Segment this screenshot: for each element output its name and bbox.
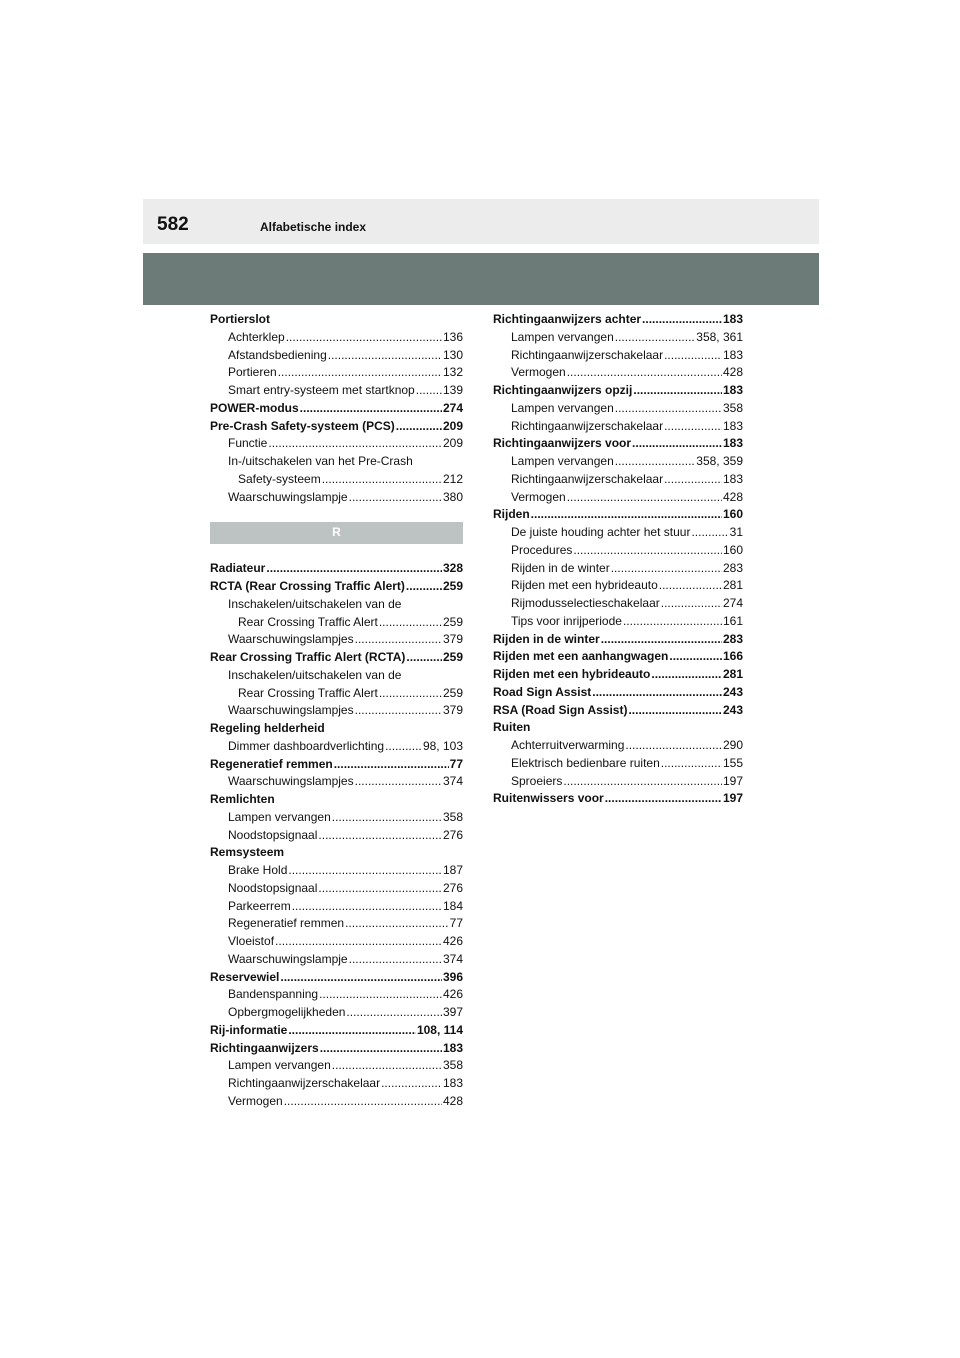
- entry-page: 276: [442, 880, 463, 895]
- index-entry: [493, 595, 743, 613]
- index-entry: [493, 418, 743, 436]
- index-entry: [210, 596, 463, 614]
- entry-label: Pre-Crash Safety-systeem (PCS): [210, 418, 396, 436]
- dot-leader: [300, 400, 442, 418]
- entry-label: Richtingaanwijzerschakelaar: [228, 1075, 381, 1093]
- dot-leader: [406, 649, 442, 667]
- dot-leader: [266, 560, 442, 578]
- entry-label: Remsysteem: [210, 844, 285, 862]
- dot-leader: [633, 382, 722, 400]
- index-entry: [493, 329, 743, 347]
- entry-label: Rijmodusselectieschakelaar: [511, 595, 661, 613]
- entry-page: 243: [722, 702, 743, 717]
- dot-leader: [319, 986, 442, 1004]
- index-entry: [493, 613, 743, 631]
- index-entry: [210, 329, 463, 347]
- dot-leader: [669, 648, 722, 666]
- entry-label: POWER-modus: [210, 400, 300, 418]
- dot-leader: [396, 418, 442, 436]
- dot-leader: [275, 933, 442, 951]
- index-entry: [493, 737, 743, 755]
- entry-page: 379: [442, 632, 463, 647]
- dot-leader: [286, 329, 442, 347]
- dot-leader: [288, 1022, 416, 1040]
- entry-label: Richtingaanwijzers achter: [493, 311, 642, 329]
- dot-leader: [278, 364, 442, 382]
- entry-page: 108, 114: [416, 1022, 463, 1037]
- dot-leader: [592, 684, 722, 702]
- index-entry: [210, 862, 463, 880]
- entry-label: Lampen vervangen: [228, 809, 332, 827]
- index-entry: [210, 649, 463, 667]
- dot-leader: [611, 560, 722, 578]
- entry-page: 374: [442, 951, 463, 966]
- dot-leader: [573, 542, 722, 560]
- entry-label: Inschakelen/uitschakelen van de: [228, 667, 402, 685]
- entry-label: Rijden in de winter: [511, 560, 611, 578]
- entry-page: 283: [722, 631, 743, 646]
- index-entry: [210, 1075, 463, 1093]
- index-entry: [210, 382, 463, 400]
- dot-leader: [318, 827, 442, 845]
- index-entry: [493, 347, 743, 365]
- entry-page: 397: [442, 1005, 463, 1019]
- index-column-left: [210, 311, 463, 1111]
- entry-label: Rijden in de winter: [493, 631, 601, 649]
- decorative-band: [143, 253, 819, 305]
- entry-label: Regeling helderheid: [210, 720, 326, 738]
- entry-label: Elektrisch bedienbare ruiten: [511, 755, 661, 773]
- entry-label: Waarschuwingslampje: [228, 951, 349, 969]
- index-entry: [210, 791, 463, 809]
- dot-leader: [531, 506, 722, 524]
- index-entry: [210, 844, 463, 862]
- entry-label: Inschakelen/uitschakelen van de: [228, 596, 402, 614]
- dot-leader: [601, 631, 722, 649]
- dot-leader: [632, 435, 722, 453]
- entry-label: Ruitenwissers voor: [493, 790, 605, 808]
- entry-page: 197: [722, 773, 743, 788]
- entry-page: 281: [722, 578, 743, 593]
- entry-label: Rij-informatie: [210, 1022, 288, 1040]
- entry-page: 259: [442, 685, 463, 700]
- dot-leader: [320, 1040, 442, 1058]
- entry-label: Lampen vervangen: [511, 453, 615, 471]
- dot-leader: [385, 738, 422, 756]
- dot-leader: [642, 311, 722, 329]
- dot-leader: [615, 329, 696, 347]
- index-entry: [493, 364, 743, 382]
- dot-leader: [664, 347, 722, 365]
- entry-label: Afstandsbediening: [228, 347, 328, 365]
- header-band: [143, 199, 819, 244]
- entry-page: 183: [722, 383, 743, 397]
- dot-leader: [318, 880, 442, 898]
- entry-page: 136: [442, 329, 463, 344]
- dot-leader: [605, 790, 722, 808]
- entry-page: 426: [442, 934, 463, 948]
- index-entry: [210, 986, 463, 1004]
- entry-label: Waarschuwingslampje: [228, 489, 349, 507]
- entry-label: Rear Crossing Traffic Alert (RCTA): [210, 649, 406, 667]
- index-entry: [493, 524, 743, 542]
- entry-label: Rijden: [493, 506, 531, 524]
- dot-leader: [416, 382, 442, 400]
- entry-page: 380: [442, 489, 463, 504]
- entry-label: Waarschuwingslampjes: [228, 773, 355, 791]
- index-entry: [493, 666, 743, 684]
- entry-page: 259: [442, 650, 463, 664]
- index-entry: [210, 898, 463, 916]
- index-group: [210, 311, 463, 506]
- entry-label: Richtingaanwijzerschakelaar: [511, 418, 664, 436]
- index-entry: [493, 702, 743, 720]
- dot-leader: [664, 471, 722, 489]
- entry-page: 132: [442, 365, 463, 380]
- entry-page: 209: [442, 436, 463, 451]
- entry-label: Rijden met een hybrideauto: [493, 666, 651, 684]
- index-entry: [493, 453, 743, 471]
- dot-leader: [563, 773, 722, 791]
- entry-label: Lampen vervangen: [228, 1057, 332, 1075]
- entry-label: Portierslot: [210, 311, 271, 329]
- entry-label: RSA (Road Sign Assist): [493, 702, 628, 720]
- entry-page: 183: [722, 312, 743, 326]
- dot-leader: [332, 809, 442, 827]
- entry-label: Vermogen: [511, 364, 567, 382]
- entry-page: 183: [722, 418, 743, 433]
- entry-label: Regeneratief remmen: [228, 915, 345, 933]
- dot-leader: [567, 489, 722, 507]
- section-letter: R: [332, 525, 341, 540]
- entry-page: 139: [442, 383, 463, 397]
- entry-label: Rijden met een hybrideauto: [511, 577, 659, 595]
- entry-label: Brake Hold: [228, 862, 288, 880]
- dot-leader: [615, 453, 696, 471]
- entry-page: 160: [722, 542, 743, 557]
- entry-label: Noodstopsignaal: [228, 880, 318, 898]
- entry-label: Radiateur: [210, 560, 266, 578]
- index-entry: [210, 1057, 463, 1075]
- entry-page: 428: [722, 489, 743, 504]
- entry-page: 130: [442, 347, 463, 362]
- entry-page: 290: [722, 738, 743, 752]
- entry-page: 274: [442, 400, 463, 415]
- entry-page: 77: [449, 756, 463, 771]
- index-entry: [493, 648, 743, 666]
- index-entry: [210, 578, 463, 596]
- index-entry: [210, 1093, 463, 1111]
- dot-leader: [349, 489, 442, 507]
- dot-leader: [332, 1057, 442, 1075]
- entry-page: 184: [442, 898, 463, 913]
- entry-label: Parkeerrem: [228, 898, 292, 916]
- entry-label: Dimmer dashboardverlichting: [228, 738, 385, 756]
- entry-page: 259: [442, 579, 463, 593]
- dot-leader: [659, 577, 722, 595]
- entry-label: Bandenspanning: [228, 986, 319, 1004]
- index-entry: [210, 1004, 463, 1022]
- entry-label: Vloeistof: [228, 933, 275, 951]
- entry-label: Richtingaanwijzerschakelaar: [511, 471, 664, 489]
- entry-page: 31: [729, 525, 743, 539]
- index-entry: [210, 915, 463, 933]
- entry-label: Achterruitverwarming: [511, 737, 625, 755]
- dot-leader: [355, 773, 442, 791]
- entry-page: 187: [442, 863, 463, 877]
- entry-label: Waarschuwingslampjes: [228, 702, 355, 720]
- index-entry: [210, 614, 463, 632]
- dot-leader: [651, 666, 722, 684]
- index-entry: [210, 667, 463, 685]
- entry-page: 259: [442, 614, 463, 629]
- dot-leader: [567, 364, 722, 382]
- dot-leader: [349, 951, 442, 969]
- index-entry: [210, 560, 463, 578]
- index-entry: [493, 631, 743, 649]
- entry-label: Functie: [228, 435, 268, 453]
- entry-page: 328: [442, 561, 463, 576]
- entry-label: Lampen vervangen: [511, 400, 615, 418]
- entry-page: 155: [722, 755, 743, 770]
- index-group: [493, 311, 743, 808]
- entry-page: 283: [722, 560, 743, 575]
- entry-label: RCTA (Rear Crossing Traffic Alert): [210, 578, 406, 596]
- dot-leader: [625, 737, 722, 755]
- entry-page: 426: [442, 987, 463, 1002]
- page-title: Alfabetische index: [260, 220, 367, 234]
- entry-page: 183: [722, 347, 743, 362]
- entry-label: Smart entry-systeem met startknop: [228, 382, 416, 400]
- dot-leader: [379, 614, 442, 632]
- index-column-right: [493, 311, 743, 808]
- index-entry: [210, 311, 463, 329]
- section-letter-band: [210, 522, 463, 544]
- dot-leader: [661, 595, 722, 613]
- entry-label: De juiste houding achter het stuur: [511, 524, 691, 542]
- entry-page: 77: [449, 916, 463, 931]
- index-entry: [210, 1022, 463, 1040]
- entry-page: 358: [722, 400, 743, 415]
- entry-label: Noodstopsignaal: [228, 827, 318, 845]
- entry-page: 212: [442, 471, 463, 486]
- index-entry: [493, 382, 743, 400]
- entry-label: Rear Crossing Traffic Alert: [238, 685, 379, 703]
- index-entry: [210, 969, 463, 987]
- entry-label: Vermogen: [228, 1093, 284, 1111]
- index-entry: [210, 435, 463, 453]
- entry-label: In-/uitschakelen van het Pre-Crash: [228, 453, 414, 471]
- index-entry: [210, 631, 463, 649]
- entry-page: 183: [442, 1040, 463, 1055]
- dot-leader: [691, 524, 728, 542]
- entry-label: Road Sign Assist: [493, 684, 592, 702]
- dot-leader: [355, 631, 442, 649]
- index-entry: [493, 577, 743, 595]
- entry-page: 276: [442, 827, 463, 842]
- entry-label: Vermogen: [511, 489, 567, 507]
- index-entry: [210, 933, 463, 951]
- entry-page: 379: [442, 703, 463, 718]
- entry-label: Achterklep: [228, 329, 286, 347]
- entry-label: Reservewiel: [210, 969, 280, 987]
- entry-label: Richtingaanwijzers: [210, 1040, 320, 1058]
- index-entry: [210, 1040, 463, 1058]
- entry-label: Lampen vervangen: [511, 329, 615, 347]
- index-entry: [493, 435, 743, 453]
- entry-page: 243: [722, 684, 743, 699]
- index-entry: [210, 400, 463, 418]
- dot-leader: [355, 702, 442, 720]
- index-entry: [210, 364, 463, 382]
- entry-label: Rear Crossing Traffic Alert: [238, 614, 379, 632]
- index-entry: [493, 773, 743, 791]
- index-entry: [210, 702, 463, 720]
- index-entry: [210, 756, 463, 774]
- entry-label: Waarschuwingslampjes: [228, 631, 355, 649]
- entry-page: 183: [442, 1076, 463, 1090]
- index-entry: [210, 738, 463, 756]
- entry-page: 197: [722, 791, 743, 806]
- entry-page: 428: [722, 365, 743, 380]
- entry-label: Regeneratief remmen: [210, 756, 334, 774]
- index-entry: [210, 685, 463, 703]
- dot-leader: [268, 435, 442, 453]
- entry-page: 274: [722, 596, 743, 610]
- entry-page: 183: [722, 471, 743, 486]
- entry-label: Tips voor inrijperiode: [511, 613, 623, 631]
- dot-leader: [623, 613, 722, 631]
- dot-leader: [288, 862, 442, 880]
- dot-leader: [406, 578, 442, 596]
- entry-label: Opbergmogelijkheden: [228, 1004, 346, 1022]
- index-entry: [493, 471, 743, 489]
- index-entry: [210, 880, 463, 898]
- entry-label: Ruiten: [493, 719, 531, 737]
- dot-leader: [664, 418, 722, 436]
- index-entry: [493, 489, 743, 507]
- index-entry: [493, 506, 743, 524]
- dot-leader: [615, 400, 722, 418]
- dot-leader: [328, 347, 442, 365]
- dot-leader: [345, 915, 449, 933]
- entry-page: 281: [722, 667, 743, 681]
- dot-leader: [628, 702, 722, 720]
- index-entry: [210, 951, 463, 969]
- page-number: 582: [157, 214, 189, 235]
- entry-page: 98, 103: [422, 738, 463, 753]
- index-entry: [493, 719, 743, 737]
- dot-leader: [379, 685, 442, 703]
- index-entry: [493, 542, 743, 560]
- index-entry: [493, 755, 743, 773]
- entry-label: Portieren: [228, 364, 278, 382]
- entry-page: 428: [442, 1093, 463, 1108]
- entry-label: Rijden met een aanhangwagen: [493, 648, 669, 666]
- index-entry: [210, 827, 463, 845]
- dot-leader: [322, 471, 442, 489]
- entry-page: 183: [722, 436, 743, 451]
- index-entry: [493, 400, 743, 418]
- index-entry: [210, 453, 463, 471]
- index-entry: [493, 790, 743, 808]
- dot-leader: [346, 1004, 442, 1022]
- index-entry: [210, 720, 463, 738]
- dot-leader: [334, 756, 449, 774]
- entry-page: 374: [442, 774, 463, 789]
- dot-leader: [292, 898, 442, 916]
- dot-leader: [661, 755, 722, 773]
- index-entry: [493, 684, 743, 702]
- index-entry: [210, 809, 463, 827]
- dot-leader: [381, 1075, 442, 1093]
- index-group: [210, 560, 463, 1110]
- index-entry: [210, 347, 463, 365]
- entry-label: Richtingaanwijzers voor: [493, 435, 632, 453]
- entry-page: 166: [722, 649, 743, 664]
- entry-page: 161: [722, 613, 743, 628]
- entry-label: Procedures: [511, 542, 573, 560]
- entry-page: 396: [442, 969, 463, 984]
- index-entry: [493, 311, 743, 329]
- index-entry: [210, 418, 463, 436]
- entry-page: 209: [442, 418, 463, 433]
- dot-leader: [284, 1093, 442, 1111]
- index-entry: [210, 773, 463, 791]
- index-entry: [210, 489, 463, 507]
- entry-page: 358: [442, 809, 463, 824]
- entry-label: Richtingaanwijzers opzij: [493, 382, 633, 400]
- entry-page: 358, 359: [696, 454, 743, 468]
- index-entry: [493, 560, 743, 578]
- entry-page: 160: [722, 507, 743, 522]
- entry-label: Richtingaanwijzerschakelaar: [511, 347, 664, 365]
- entry-label: Safety-systeem: [238, 471, 322, 489]
- index-entry: [210, 471, 463, 489]
- dot-leader: [280, 969, 442, 987]
- entry-label: Sproeiers: [511, 773, 563, 791]
- entry-page: 358, 361: [696, 329, 743, 344]
- entry-label: Remlichten: [210, 791, 276, 809]
- entry-page: 358: [442, 1058, 463, 1073]
